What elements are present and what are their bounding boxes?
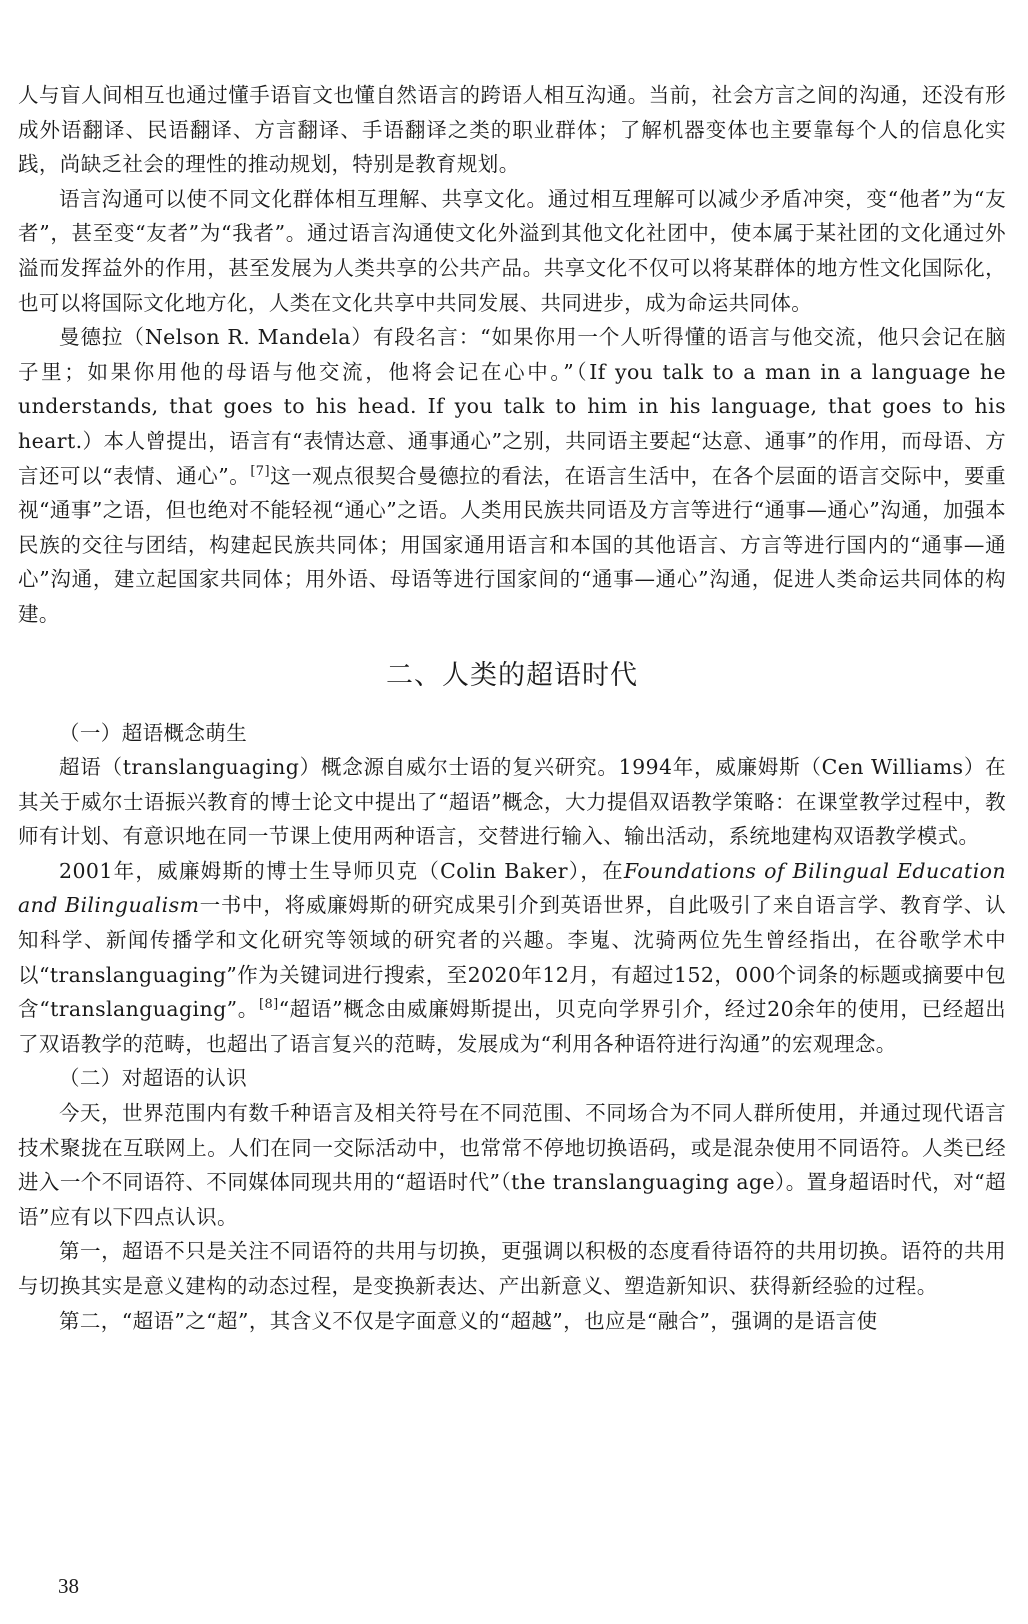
- citation-7[interactable]: [7]: [250, 463, 270, 479]
- subsection-title-2: （二）对超语的认识: [59, 1066, 248, 1091]
- paragraph-translanguaging-origin: 超语（translanguaging）概念源自威尔士语的复兴研究。1994年，威廉姆斯（Cen Williams）在其关于威尔士语振兴教育的博士论文中提出了“超语”概念，大力提倡双语教学策略：在课堂教学过程中，教师有计划、有意识地在同一节课上使用两种语言，交替进行输入、输出活动，系统地建构双语教学模式。: [18, 755, 1006, 849]
- mandela-text-part2: 这一观点很契合曼德拉的看法，在语言生活中，在各个层面的语言交际中，要重视“通事”之语，但也绝对不能轻视“通心”之语。人类用民族共同语及方言等进行“通事—通心”沟通，加强本民族的交往与团结，构建起民族共同体；用国家通用语言和本国的其他语言、方言等进行国内的“通事—通心”沟通，建立起国家共同体；用外语、母语等进行国家间的“通事—通心”沟通，促进人类命运共同体的构建。: [18, 463, 1007, 626]
- paragraph-mandela-quote: [18, 320, 1006, 631]
- page-number: 38: [58, 1574, 79, 1598]
- baker-text-part3: “超语”概念由威廉姆斯提出，贝克向学界引介，经过20余年的使用，已经超出了双语教学的范畴，也超出了语言复兴的范畴，发展成为“利用各种语符进行沟通”的宏观理念。: [18, 997, 1007, 1056]
- article-body: [18, 78, 1006, 1338]
- paragraph-continued: 人与盲人间相互也通过懂手语盲文也懂自然语言的跨语人相互沟通。当前，社会方言之间的沟通，还没有形成外语翻译、民语翻译、方言翻译、手语翻译之类的职业群体；了解机器变体也主要靠每个人的信息化实践，尚缺乏社会的理性的推动规划，特别是教育规划。: [18, 83, 1006, 177]
- paragraph-cultural-communication: 语言沟通可以使不同文化群体相互理解、共享文化。通过相互理解可以减少矛盾冲突，变“他者”为“友者”，甚至变“友者”为“我者”。通过语言沟通使文化外溢到其他文化社团中，使本属于某社团的文化通过外溢而发挥益外的作用，甚至发展为人类共享的公共产品。共享文化不仅可以将某群体的地方性文化国际化，也可以将国际文化地方化，人类在文化共享中共同发展、共同进步，成为命运共同体。: [18, 186, 1006, 315]
- subsection-title-1: （一）超语概念萌生: [59, 720, 248, 745]
- baker-text-part1: 2001年，威廉姆斯的博士生导师贝克（Colin Baker），在: [59, 858, 624, 883]
- citation-8[interactable]: [8]: [258, 997, 279, 1013]
- baker-text-part2: 一书中，将威廉姆斯的研究成果引介到英语世界，自此吸引了来自语言学、教育学、认知科学、新闻传播学和文化研究等领域的研究者的兴趣。李嵬、沈骑两位先生曾经指出，在谷歌学术中以“translanguaging”作为关键词进行搜索，至2020年12月，有超过152，000个词条的标题或摘要中包含“translanguaging”。: [18, 893, 1006, 1022]
- book-title: Foundations of Bilingual Education and Bilingualism: [18, 858, 1006, 918]
- paragraph-point-two: 第二，“超语”之“超”，其含义不仅是字面意义的“超越”，也应是“融合”，强调的是语言使: [59, 1308, 878, 1333]
- section-heading: 二、人类的超语时代: [386, 659, 638, 691]
- paragraph-point-one: 第一，超语不只是关注不同语符的共用与切换，更强调以积极的态度看待语符的共用切换。语符的共用与切换其实是意义建构的动态过程，是变换新表达、产出新意义、塑造新知识、获得新经验的过程。: [18, 1239, 1006, 1298]
- mandela-text-part1: 曼德拉（Nelson R. Mandela）有段名言：“如果你用一个人听得懂的语言与他交流，他只会记在脑子里；如果你用他的母语与他交流，他将会记在心中。”（If you talk to a man in a language he understands, that goes to his head. If you talk to him in his language, that goes to his heart.）本人曾提出，语言有“表情达意、通事通心”之别，共同语主要起“达意、通事”的作用，而母语、方言还可以“表情、通心”。: [18, 325, 1006, 488]
- paragraph-baker: [18, 854, 1006, 1062]
- paragraph-translanguaging-age: 今天，世界范围内有数千种语言及相关符号在不同范围、不同场合为不同人群所使用，并通过现代语言技术聚拢在互联网上。人们在同一交际活动中，也常常不停地切换语码，或是混杂使用不同语符。人类已经进入一个不同语符、不同媒体同现共用的“超语时代”（the translanguaging age）。置身超语时代，对“超语”应有以下四点认识。: [18, 1101, 1006, 1229]
